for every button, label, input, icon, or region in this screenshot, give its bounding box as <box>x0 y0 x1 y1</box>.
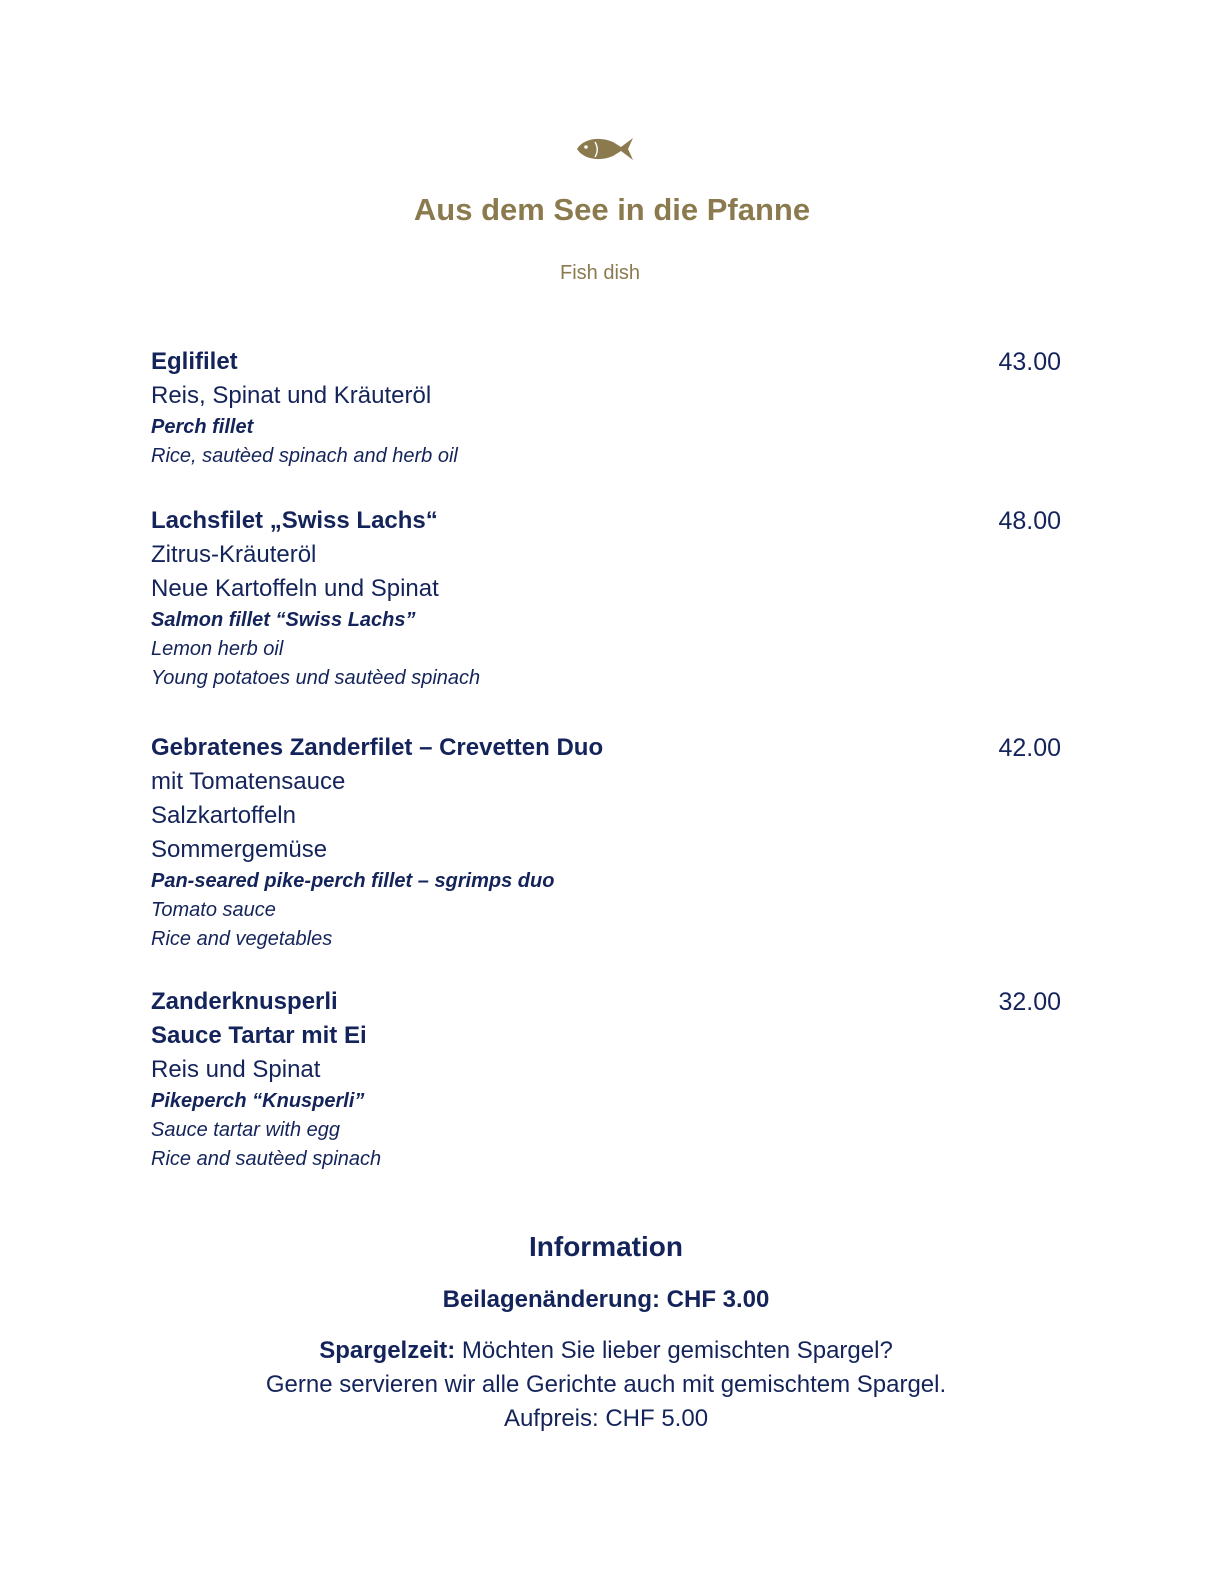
dish-description-english: Sauce tartar with egg <box>151 1119 340 1141</box>
dish-description-english: Young potatoes und sautèed spinach <box>151 667 481 689</box>
page-title: Aus dem See in die Pfanne <box>413 192 811 227</box>
dish-description-english: Rice and vegetables <box>151 928 333 950</box>
dish-name: Gebratenes Zanderfilet – Crevetten Duo <box>151 734 604 761</box>
asparagus-offer: Gerne servieren wir alle Gerichte auch mit gemischtem Spargel. <box>265 1371 947 1398</box>
dish-item <box>151 345 1071 471</box>
dish-name: Sauce Tartar mit Ei <box>151 1022 367 1049</box>
dish-item <box>151 985 1071 1174</box>
dish-item <box>151 504 1071 693</box>
dish-description: Zitrus-Kräuteröl <box>151 541 317 568</box>
side-change-note: Beilagenänderung: CHF 3.00 <box>442 1286 770 1313</box>
dish-price: 43.00 <box>998 348 1061 376</box>
fish-icon <box>575 134 635 164</box>
dish-price: 48.00 <box>998 507 1061 535</box>
dish-price: 42.00 <box>998 734 1061 762</box>
dish-name-english: Pan-seared pike-perch fillet – sgrimps duo <box>151 870 555 892</box>
information-heading: Information <box>529 1231 683 1262</box>
dish-description: Salzkartoffeln <box>151 802 296 829</box>
page-subtitle: Fish dish <box>559 262 641 284</box>
dish-description: Neue Kartoffeln und Spinat <box>151 575 439 602</box>
asparagus-label: Spargelzeit: <box>319 1337 456 1364</box>
dish-name-english: Perch fillet <box>151 416 254 438</box>
dish-price: 32.00 <box>998 988 1061 1016</box>
dish-name-english: Pikeperch “Knusperli” <box>151 1090 365 1112</box>
asparagus-question: Möchten Sie lieber gemischten Spargel? <box>455 1337 893 1364</box>
dish-name-english: Salmon fillet “Swiss Lachs” <box>151 609 416 631</box>
dish-name: Lachsfilet „Swiss Lachs“ <box>151 507 438 534</box>
dish-name: Zanderknusperli <box>151 988 338 1015</box>
dish-description: Reis, Spinat und Kräuteröl <box>151 382 432 409</box>
dish-description-english: Rice and sautèed spinach <box>151 1148 382 1170</box>
dish-description-english: Tomato sauce <box>151 899 276 921</box>
dish-description: Reis und Spinat <box>151 1056 321 1083</box>
dish-description-english: Rice, sautèed spinach and herb oil <box>151 445 458 467</box>
dish-description: Sommergemüse <box>151 836 328 863</box>
asparagus-note <box>0 1334 1212 1436</box>
dish-description-english: Lemon herb oil <box>151 638 284 660</box>
dish-name: Eglifilet <box>151 348 238 375</box>
dish-description: mit Tomatensauce <box>151 768 346 795</box>
asparagus-surcharge: Aufpreis: CHF 5.00 <box>503 1405 709 1432</box>
dish-item <box>151 731 1071 954</box>
